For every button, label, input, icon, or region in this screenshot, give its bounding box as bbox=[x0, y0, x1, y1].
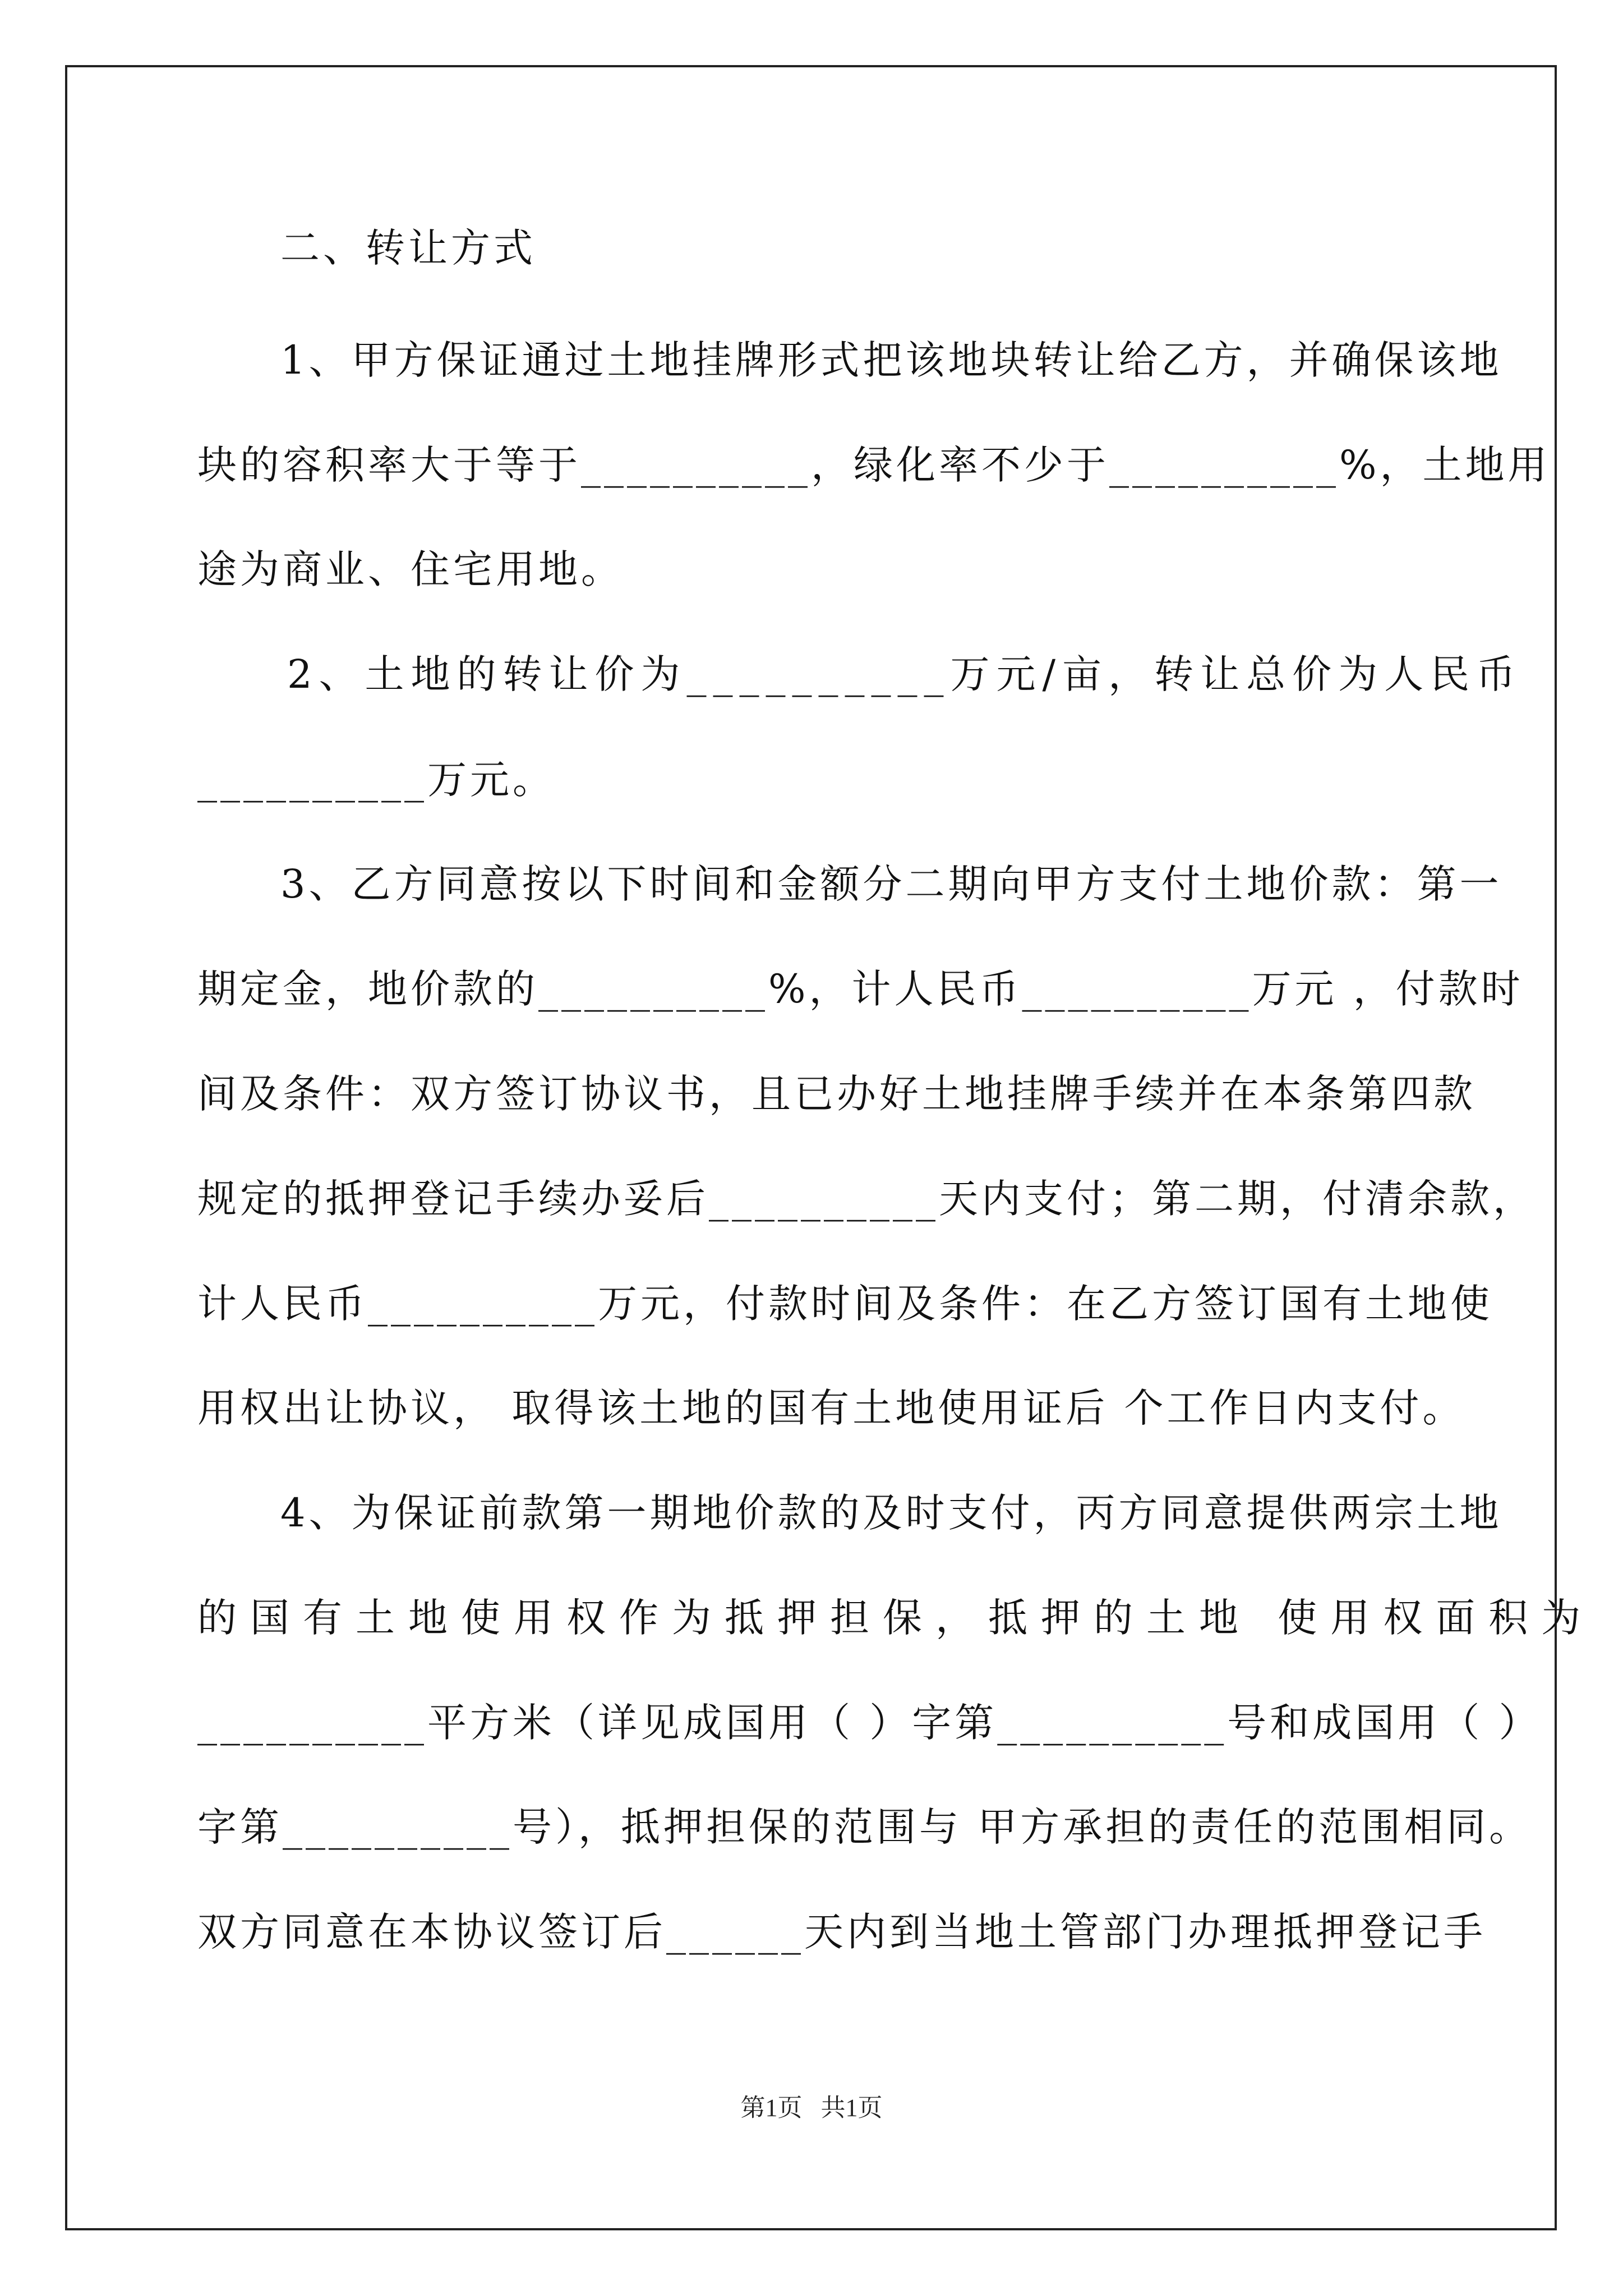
paragraph-3-line-3: 间及条件：双方签订协议书，且已办好土地挂牌手续并在本条第四款 bbox=[197, 1071, 1476, 1117]
paragraph-1-line-1: 1、甲方保证通过土地挂牌形式把该地块转让给乙方，并确保该地 bbox=[280, 337, 1502, 383]
section-heading: 二、转让方式 bbox=[280, 225, 536, 271]
paragraph-4-line-4: 字第__________号），抵押担保的范围与 甲方承担的责任的范围相同。 bbox=[197, 1804, 1532, 1850]
paragraph-3-line-1: 3、乙方同意按以下时间和金额分二期向甲方支付土地价款：第一 bbox=[280, 861, 1502, 907]
page-footer: 第1页 共1页 bbox=[740, 2094, 883, 2122]
paragraph-1-line-3: 途为商业、住宅用地。 bbox=[197, 546, 624, 592]
paragraph-4-line-2: 的国有土地使用权作为抵押担保，抵押的土地 使用权面积为 bbox=[197, 1595, 1594, 1641]
paragraph-2-line-1: 2、土地的转让价为__________万元/亩，转让总价为人民币 bbox=[287, 651, 1523, 697]
page-border bbox=[65, 65, 1557, 2230]
paragraph-3-line-6: 用权出让协议， 取得该土地的国有土地使用证后 个工作日内支付。 bbox=[197, 1385, 1465, 1431]
paragraph-3-line-4: 规定的抵押登记手续办妥后__________天内支付；第二期，付清余款， bbox=[197, 1176, 1536, 1222]
paragraph-3-line-5: 计人民币__________万元，付款时间及条件：在乙方签订国有土地使 bbox=[197, 1281, 1493, 1327]
paragraph-2-line-2: __________万元。 bbox=[197, 757, 555, 803]
paragraph-4-line-1: 4、为保证前款第一期地价款的及时支付，丙方同意提供两宗土地 bbox=[280, 1490, 1502, 1536]
paragraph-4-line-5: 双方同意在本协议签订后______天内到当地土管部门办理抵押登记手 bbox=[197, 1909, 1486, 1955]
paragraph-3-line-2: 期定金，地价款的__________%，计人民币__________万元 ，付款时 bbox=[197, 966, 1524, 1012]
paragraph-4-line-3: __________平方米（详见成国用（ ）字第__________号和成国用（ ） bbox=[197, 1700, 1542, 1746]
paragraph-1-line-2: 块的容积率大于等于__________，绿化率不少于__________%，土地用 bbox=[197, 442, 1551, 488]
